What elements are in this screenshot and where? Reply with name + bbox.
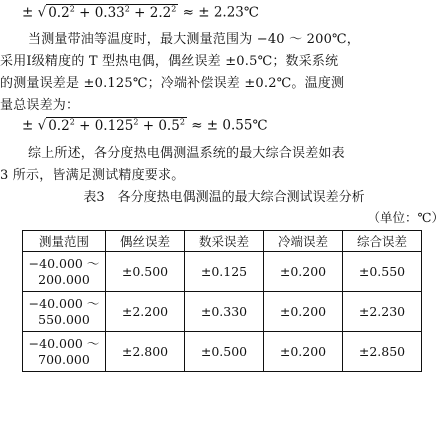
equation-1 <box>22 4 259 21</box>
cell-wire-error: ±0.500 <box>106 252 185 292</box>
paragraph-1-line-4: 量总误差为： <box>0 98 80 113</box>
cell-range: −40.000 ～ 550.000 <box>23 292 106 332</box>
cell-total-error: ±2.850 <box>343 332 422 372</box>
paragraph-1-line-1: 当测量带油等温度时，最大测量范围为 −40 ～ 200℃， <box>28 32 360 47</box>
paragraph-2-line-1: 综上所述，各分度热电偶测温系统的最大综合误差如表 <box>28 146 345 161</box>
table-row <box>23 292 422 332</box>
table-header-row <box>23 231 422 252</box>
equation-2-result: ≈ ± 0.55℃ <box>191 117 268 134</box>
cell-wire-error: ±2.800 <box>106 332 185 372</box>
table-row <box>23 252 422 292</box>
table-caption: 表3 各分度热电偶测温的最大综合测试误差分析 <box>83 190 365 205</box>
cell-daq-error: ±0.125 <box>185 252 264 292</box>
header-total-error: 综合误差 <box>343 231 422 252</box>
equation-2-radicand: $0.2^2 + 0.125^2 + 0.5^2$ <box>48 117 185 134</box>
header-daq-error: 数采误差 <box>185 231 264 252</box>
cell-daq-error: ±0.500 <box>185 332 264 372</box>
header-measurement-range: 测量范围 <box>23 231 106 252</box>
cell-range: −40.000 ～ 700.000 <box>23 332 106 372</box>
header-cold-junction-error: 冷端误差 <box>264 231 343 252</box>
equation-1-sign: ± <box>22 4 34 21</box>
table-unit: （单位：℃） <box>367 210 444 225</box>
error-analysis-table <box>22 230 422 372</box>
cell-cold-junction-error: ±0.200 <box>264 332 343 372</box>
equation-1-root: √ $0.2^2 + 0.33^2 + 2.2^2$ <box>37 4 177 21</box>
equation-2 <box>22 117 268 134</box>
cell-total-error: ±0.550 <box>343 252 422 292</box>
equation-2-root: √ $0.2^2 + 0.125^2 + 0.5^2$ <box>37 117 185 134</box>
cell-wire-error: ±2.200 <box>106 292 185 332</box>
cell-cold-junction-error: ±0.200 <box>264 292 343 332</box>
cell-cold-junction-error: ±0.200 <box>264 252 343 292</box>
equation-2-sign: ± <box>22 117 34 134</box>
header-wire-error: 偶丝误差 <box>106 231 185 252</box>
paragraph-1-line-2: 采用Ⅰ级精度的 T 型热电偶，偶丝误差 ±0.5℃；数采系统 <box>0 54 339 69</box>
paragraph-2-line-2: 3 所示，皆满足测试精度要求。 <box>0 168 185 183</box>
equation-1-result: ≈ ± 2.23℃ <box>182 4 259 21</box>
cell-total-error: ±2.230 <box>343 292 422 332</box>
cell-daq-error: ±0.330 <box>185 292 264 332</box>
equation-1-radicand: $0.2^2 + 0.33^2 + 2.2^2$ <box>48 4 177 21</box>
table-row <box>23 332 422 372</box>
paragraph-1-line-3: 的测量误差是 ±0.125℃；冷端补偿误差 ±0.2℃。温度测 <box>0 76 345 91</box>
cell-range: −40.000 ～ 200.000 <box>23 252 106 292</box>
